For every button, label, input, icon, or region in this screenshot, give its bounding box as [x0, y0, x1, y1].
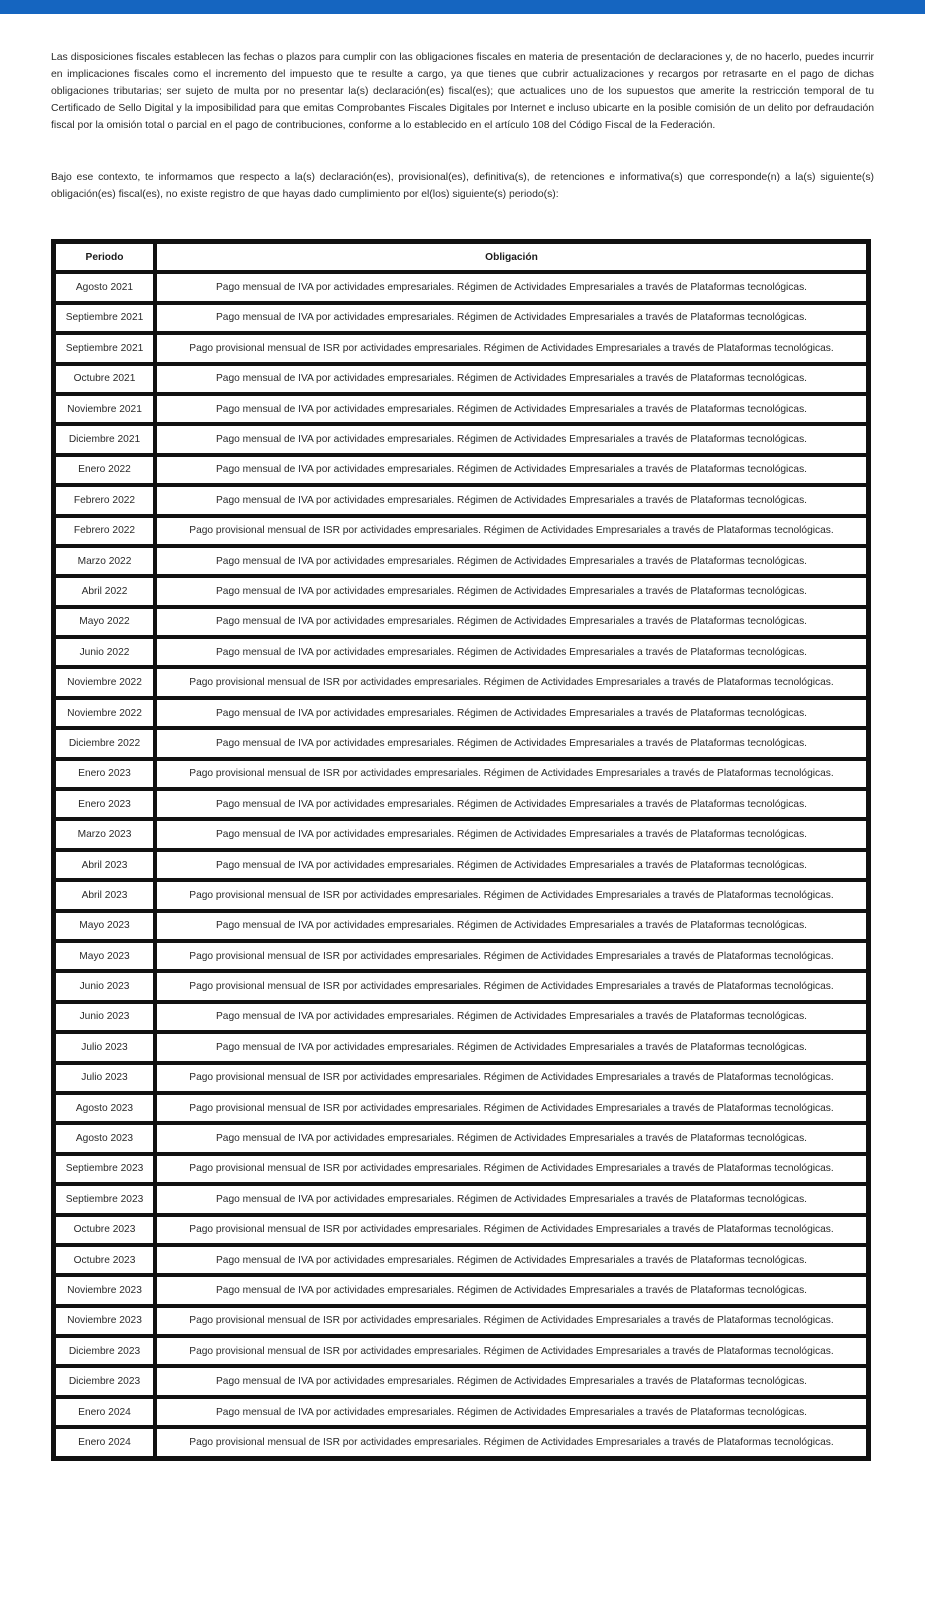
- table-row: [54, 607, 868, 637]
- cell-periodo: Enero 2022: [54, 455, 155, 485]
- table-row: [54, 1306, 868, 1336]
- cell-obligacion: Pago mensual de IVA por actividades empresariales. Régimen de Actividades Empresariales a través de Plataformas tecnológicas.: [155, 424, 868, 454]
- cell-obligacion: Pago mensual de IVA por actividades empresariales. Régimen de Actividades Empresariales a través de Plataformas tecnológicas.: [155, 272, 868, 302]
- table-row: [54, 1366, 868, 1396]
- table-row: [54, 272, 868, 302]
- cell-obligacion: Pago provisional mensual de ISR por actividades empresariales. Régimen de Actividades Empresariales a través de Plataformas tecnológicas.: [155, 1215, 868, 1245]
- cell-periodo: Mayo 2022: [54, 607, 155, 637]
- cell-obligacion: Pago mensual de IVA por actividades empresariales. Régimen de Actividades Empresariales a través de Plataformas tecnológicas.: [155, 1366, 868, 1396]
- table-row: [54, 455, 868, 485]
- table-row: [54, 667, 868, 697]
- cell-periodo: Febrero 2022: [54, 485, 155, 515]
- table-row: [54, 1215, 868, 1245]
- notice-content: [0, 49, 925, 1461]
- cell-obligacion: Pago mensual de IVA por actividades empresariales. Régimen de Actividades Empresariales a través de Plataformas tecnológicas.: [155, 637, 868, 667]
- context-paragraph: Bajo ese contexto, te informamos que respecto a la(s) declaración(es), provisional(es), definitiva(s), de retenciones e informativa(s) que corresponde(n) a la(s) siguiente(s) obligación(es) fiscal(es), no existe registro de que hayas dado cumplimiento por el(los) siguiente(s) periodo(s):: [51, 172, 874, 200]
- cell-periodo: Julio 2023: [54, 1063, 155, 1093]
- table-row: [54, 971, 868, 1001]
- column-header-obligacion: Obligación: [155, 242, 868, 272]
- cell-periodo: Diciembre 2021: [54, 424, 155, 454]
- cell-obligacion: Pago provisional mensual de ISR por actividades empresariales. Régimen de Actividades Empresariales a través de Plataformas tecnológicas.: [155, 333, 868, 363]
- cell-periodo: Enero 2023: [54, 759, 155, 789]
- cell-obligacion: Pago provisional mensual de ISR por actividades empresariales. Régimen de Actividades Empresariales a través de Plataformas tecnológicas.: [155, 516, 868, 546]
- cell-periodo: Noviembre 2023: [54, 1306, 155, 1336]
- cell-periodo: Noviembre 2023: [54, 1275, 155, 1305]
- cell-periodo: Octubre 2021: [54, 364, 155, 394]
- cell-periodo: Abril 2023: [54, 880, 155, 910]
- cell-obligacion: Pago mensual de IVA por actividades empresariales. Régimen de Actividades Empresariales a través de Plataformas tecnológicas.: [155, 1275, 868, 1305]
- cell-obligacion: Pago mensual de IVA por actividades empresariales. Régimen de Actividades Empresariales a través de Plataformas tecnológicas.: [155, 1123, 868, 1153]
- cell-obligacion: Pago mensual de IVA por actividades empresariales. Régimen de Actividades Empresariales a través de Plataformas tecnológicas.: [155, 1184, 868, 1214]
- table-row: [54, 1123, 868, 1153]
- table-row: [54, 1397, 868, 1427]
- table-header-row: [54, 242, 868, 272]
- cell-obligacion: Pago provisional mensual de ISR por actividades empresariales. Régimen de Actividades Empresariales a través de Plataformas tecnológicas.: [155, 667, 868, 697]
- cell-periodo: Mayo 2023: [54, 941, 155, 971]
- table-body: [54, 272, 868, 1457]
- table-row: [54, 1032, 868, 1062]
- table-row: [54, 1275, 868, 1305]
- cell-periodo: Agosto 2023: [54, 1123, 155, 1153]
- table-row: [54, 698, 868, 728]
- table-row: [54, 516, 868, 546]
- cell-periodo: Abril 2023: [54, 850, 155, 880]
- table-row: [54, 364, 868, 394]
- cell-periodo: Diciembre 2022: [54, 728, 155, 758]
- cell-obligacion: Pago mensual de IVA por actividades empresariales. Régimen de Actividades Empresariales a través de Plataformas tecnológicas.: [155, 698, 868, 728]
- cell-periodo: Julio 2023: [54, 1032, 155, 1062]
- cell-obligacion: Pago mensual de IVA por actividades empresariales. Régimen de Actividades Empresariales a través de Plataformas tecnológicas.: [155, 1245, 868, 1275]
- intro-paragraph: Las disposiciones fiscales establecen las fechas o plazos para cumplir con las obligaciones fiscales en materia de presentación de declaraciones y, de no hacerlo, puedes incurrir en implicaciones fiscales como el incremento del impuesto que te resulte a cargo, ya que tienes que cubrir actualizaciones y recargos por retrasarte en el pago de dichas obligaciones tributarias; ser sujeto de multa por no presentar la(s) declaración(es) fiscal(es); que actualices uno de los supuestos que amerite la restricción temporal de tu Certificado de Sello Digital y la imposibilidad para que emitas Comprobantes Fiscales Digitales por Internet e incluso ubicarte en la posible comisión de un delito por defraudación fiscal por la omisión total o parcial en el pago de contribuciones, conforme a lo establecido en el artículo 108 del Código Fiscal de la Federación.: [51, 52, 874, 131]
- cell-obligacion: Pago mensual de IVA por actividades empresariales. Régimen de Actividades Empresariales a través de Plataformas tecnológicas.: [155, 607, 868, 637]
- cell-obligacion: Pago mensual de IVA por actividades empresariales. Régimen de Actividades Empresariales a través de Plataformas tecnológicas.: [155, 728, 868, 758]
- cell-obligacion: Pago provisional mensual de ISR por actividades empresariales. Régimen de Actividades Empresariales a través de Plataformas tecnológicas.: [155, 1427, 868, 1457]
- table-row: [54, 941, 868, 971]
- table-row: [54, 1154, 868, 1184]
- table-row: [54, 728, 868, 758]
- cell-periodo: Septiembre 2021: [54, 333, 155, 363]
- cell-obligacion: Pago mensual de IVA por actividades empresariales. Régimen de Actividades Empresariales a través de Plataformas tecnológicas.: [155, 303, 868, 333]
- cell-periodo: Diciembre 2023: [54, 1336, 155, 1366]
- table-row: [54, 1336, 868, 1366]
- table-row: [54, 1063, 868, 1093]
- table-row: [54, 1245, 868, 1275]
- table-row: [54, 1427, 868, 1457]
- cell-obligacion: Pago mensual de IVA por actividades empresariales. Régimen de Actividades Empresariales a través de Plataformas tecnológicas.: [155, 394, 868, 424]
- table-row: [54, 1093, 868, 1123]
- cell-periodo: Noviembre 2022: [54, 667, 155, 697]
- table-row: [54, 333, 868, 363]
- cell-periodo: Febrero 2022: [54, 516, 155, 546]
- cell-obligacion: Pago mensual de IVA por actividades empresariales. Régimen de Actividades Empresariales a través de Plataformas tecnológicas.: [155, 576, 868, 606]
- cell-periodo: Diciembre 2023: [54, 1366, 155, 1396]
- cell-periodo: Enero 2024: [54, 1427, 155, 1457]
- cell-periodo: Septiembre 2023: [54, 1154, 155, 1184]
- cell-periodo: Abril 2022: [54, 576, 155, 606]
- cell-obligacion: Pago mensual de IVA por actividades empresariales. Régimen de Actividades Empresariales a través de Plataformas tecnológicas.: [155, 455, 868, 485]
- table-row: [54, 637, 868, 667]
- cell-periodo: Junio 2023: [54, 971, 155, 1001]
- table-row: [54, 424, 868, 454]
- cell-obligacion: Pago mensual de IVA por actividades empresariales. Régimen de Actividades Empresariales a través de Plataformas tecnológicas.: [155, 364, 868, 394]
- table-row: [54, 850, 868, 880]
- cell-periodo: Septiembre 2023: [54, 1184, 155, 1214]
- cell-obligacion: Pago provisional mensual de ISR por actividades empresariales. Régimen de Actividades Empresariales a través de Plataformas tecnológicas.: [155, 1154, 868, 1184]
- column-header-periodo: Periodo: [54, 242, 155, 272]
- cell-periodo: Octubre 2023: [54, 1245, 155, 1275]
- cell-obligacion: Pago provisional mensual de ISR por actividades empresariales. Régimen de Actividades Empresariales a través de Plataformas tecnológicas.: [155, 1306, 868, 1336]
- cell-periodo: Marzo 2022: [54, 546, 155, 576]
- obligations-table: [51, 239, 871, 1461]
- cell-periodo: Marzo 2023: [54, 819, 155, 849]
- cell-periodo: Mayo 2023: [54, 911, 155, 941]
- cell-obligacion: Pago mensual de IVA por actividades empresariales. Régimen de Actividades Empresariales a través de Plataformas tecnológicas.: [155, 485, 868, 515]
- cell-obligacion: Pago provisional mensual de ISR por actividades empresariales. Régimen de Actividades Empresariales a través de Plataformas tecnológicas.: [155, 880, 868, 910]
- table-row: [54, 759, 868, 789]
- table-row: [54, 303, 868, 333]
- cell-periodo: Agosto 2021: [54, 272, 155, 302]
- cell-periodo: Enero 2023: [54, 789, 155, 819]
- cell-periodo: Octubre 2023: [54, 1215, 155, 1245]
- cell-obligacion: Pago provisional mensual de ISR por actividades empresariales. Régimen de Actividades Empresariales a través de Plataformas tecnológicas.: [155, 1093, 868, 1123]
- table-row: [54, 394, 868, 424]
- table-row: [54, 546, 868, 576]
- cell-periodo: Enero 2024: [54, 1397, 155, 1427]
- header-accent-bar: [0, 0, 925, 14]
- cell-obligacion: Pago provisional mensual de ISR por actividades empresariales. Régimen de Actividades Empresariales a través de Plataformas tecnológicas.: [155, 941, 868, 971]
- cell-obligacion: Pago mensual de IVA por actividades empresariales. Régimen de Actividades Empresariales a través de Plataformas tecnológicas.: [155, 1397, 868, 1427]
- cell-periodo: Junio 2023: [54, 1002, 155, 1032]
- table-row: [54, 1002, 868, 1032]
- cell-periodo: Noviembre 2021: [54, 394, 155, 424]
- cell-obligacion: Pago provisional mensual de ISR por actividades empresariales. Régimen de Actividades Empresariales a través de Plataformas tecnológicas.: [155, 759, 868, 789]
- cell-obligacion: Pago mensual de IVA por actividades empresariales. Régimen de Actividades Empresariales a través de Plataformas tecnológicas.: [155, 1032, 868, 1062]
- cell-obligacion: Pago mensual de IVA por actividades empresariales. Régimen de Actividades Empresariales a través de Plataformas tecnológicas.: [155, 850, 868, 880]
- table-row: [54, 819, 868, 849]
- table-row: [54, 1184, 868, 1214]
- table-row: [54, 789, 868, 819]
- cell-obligacion: Pago mensual de IVA por actividades empresariales. Régimen de Actividades Empresariales a través de Plataformas tecnológicas.: [155, 1002, 868, 1032]
- cell-obligacion: Pago provisional mensual de ISR por actividades empresariales. Régimen de Actividades Empresariales a través de Plataformas tecnológicas.: [155, 971, 868, 1001]
- cell-obligacion: Pago provisional mensual de ISR por actividades empresariales. Régimen de Actividades Empresariales a través de Plataformas tecnológicas.: [155, 1063, 868, 1093]
- cell-periodo: Junio 2022: [54, 637, 155, 667]
- table-row: [54, 485, 868, 515]
- table-row: [54, 576, 868, 606]
- table-row: [54, 880, 868, 910]
- table-row: [54, 911, 868, 941]
- cell-obligacion: Pago mensual de IVA por actividades empresariales. Régimen de Actividades Empresariales a través de Plataformas tecnológicas.: [155, 546, 868, 576]
- cell-periodo: Noviembre 2022: [54, 698, 155, 728]
- cell-obligacion: Pago provisional mensual de ISR por actividades empresariales. Régimen de Actividades Empresariales a través de Plataformas tecnológicas.: [155, 1336, 868, 1366]
- cell-periodo: Septiembre 2021: [54, 303, 155, 333]
- cell-obligacion: Pago mensual de IVA por actividades empresariales. Régimen de Actividades Empresariales a través de Plataformas tecnológicas.: [155, 789, 868, 819]
- cell-obligacion: Pago mensual de IVA por actividades empresariales. Régimen de Actividades Empresariales a través de Plataformas tecnológicas.: [155, 911, 868, 941]
- cell-obligacion: Pago mensual de IVA por actividades empresariales. Régimen de Actividades Empresariales a través de Plataformas tecnológicas.: [155, 819, 868, 849]
- cell-periodo: Agosto 2023: [54, 1093, 155, 1123]
